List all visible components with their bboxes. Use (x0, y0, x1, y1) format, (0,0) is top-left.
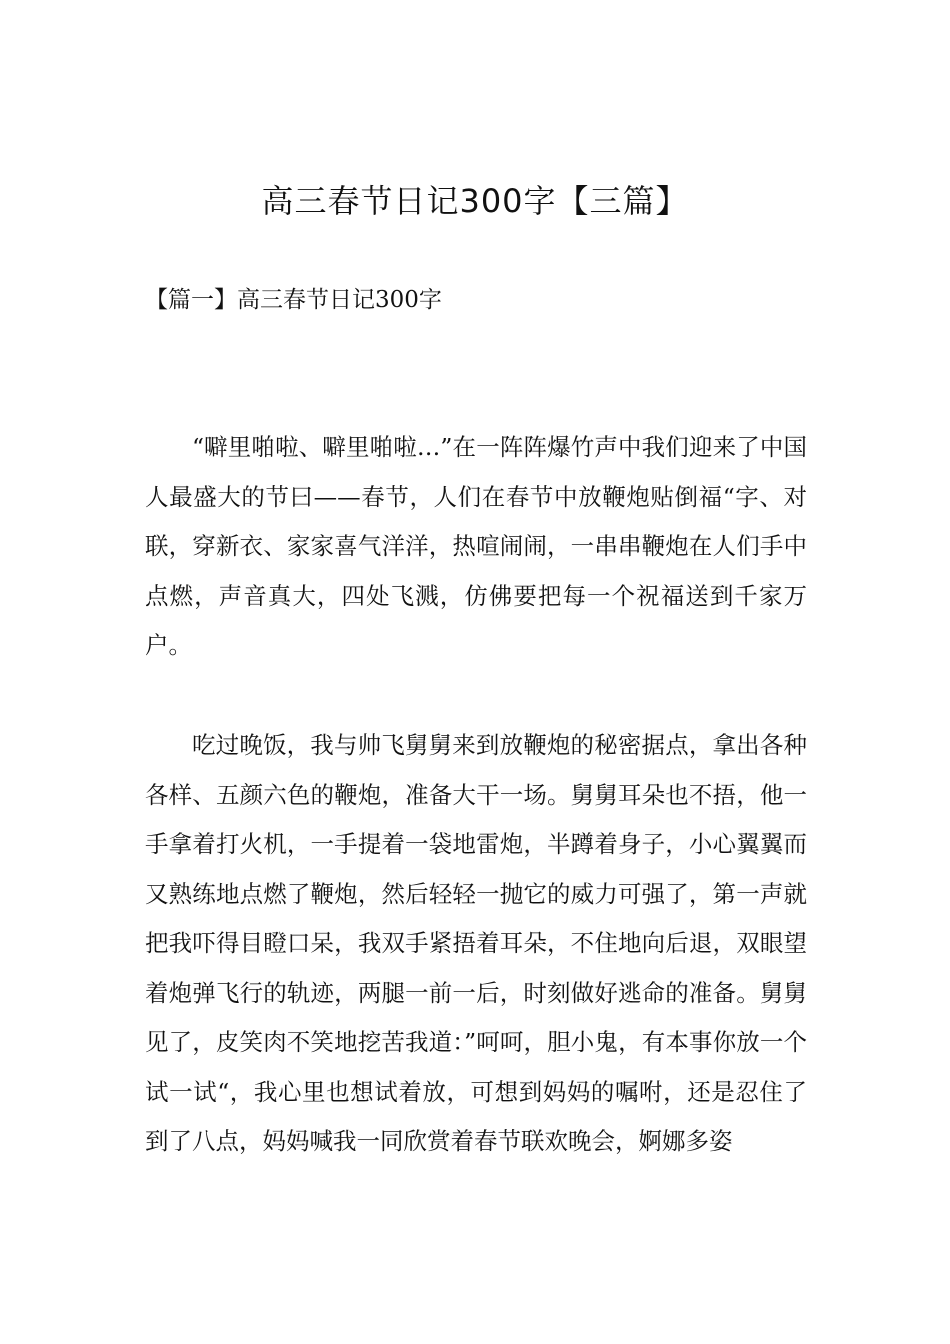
document-title: 高三春节日记300字【三篇】 (261, 182, 689, 220)
body-paragraph: 吃过晚饭，我与帅飞舅舅来到放鞭炮的秘密据点，拿出各种各样、五颜六色的鞭炮，准备大干一场。舅舅耳朵也不捂，他一手拿着打火机，一手提着一袋地雷炮，半蹲着身子，小心翼翼而又熟练地点燃了鞭炮，然后轻轻一抛它的威力可强了，第一声就把我吓得目瞪口呆，我双手紧捂着耳朵，不住地向后退，双眼望着炮弹飞行的轨迹，两腿一前一后，时刻做好逃命的准备。舅舅见了，皮笑肉不笑地挖苦我道：”呵呵，胆小鬼，有本事你放一个试一试“，我心里也想试着放，可想到妈妈的嘱咐，还是忍住了到了八点，妈妈喊我一同欣赏着春节联欢晚会，婀娜多姿 (145, 731, 807, 1155)
section-heading: 【篇一】高三春节日记300字 (145, 287, 442, 313)
body-paragraph: “噼里啪啦、噼里啪啦…”在一阵阵爆竹声中我们迎来了中国人最盛大的节曰——春节，人们在春节中放鞭炮贴倒福“字、对联，穿新衣、家家喜气洋洋，热喧闹闹，一串串鞭炮在人们手中点燃，声音真大，四处飞溅，仿佛要把每一个祝福送到千家万户。 (145, 433, 807, 659)
